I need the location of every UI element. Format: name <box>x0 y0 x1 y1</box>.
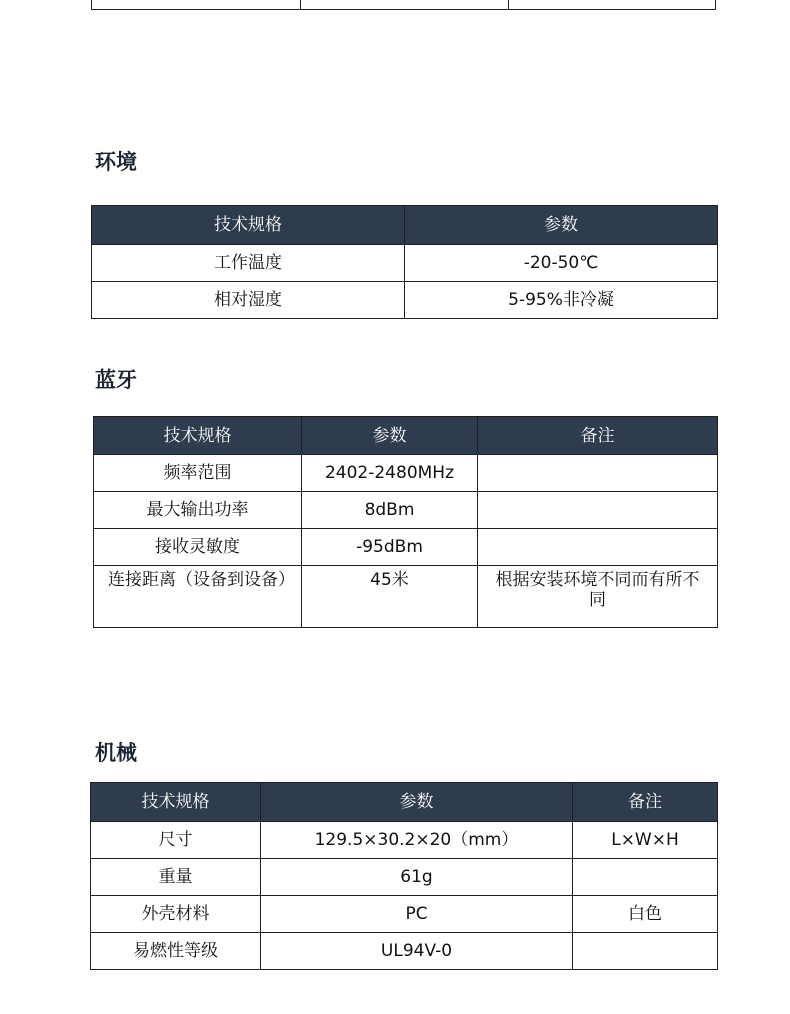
cell-spec: 最大输出功率 <box>94 492 302 529</box>
environment-table <box>91 205 718 319</box>
header-note: 备注 <box>478 417 718 455</box>
section-title-bluetooth: 蓝牙 <box>95 368 137 392</box>
header-param: 参数 <box>302 417 478 455</box>
table-row <box>91 859 718 896</box>
table-divider <box>508 0 509 9</box>
cell-note <box>478 529 718 566</box>
header-param: 参数 <box>405 206 718 245</box>
header-spec: 技术规格 <box>92 206 405 245</box>
cell-param: UL94V-0 <box>261 933 573 970</box>
table-row <box>94 492 718 529</box>
section-title-mechanical: 机械 <box>95 741 137 765</box>
table-row <box>94 529 718 566</box>
table-header-row <box>91 783 718 822</box>
mechanical-table <box>90 782 718 970</box>
header-spec: 技术规格 <box>91 783 261 822</box>
cell-note: 白色 <box>573 896 718 933</box>
cell-note: L×W×H <box>573 822 718 859</box>
cell-spec: 工作温度 <box>92 245 405 282</box>
table-header-row <box>92 206 718 245</box>
cell-spec: 外壳材料 <box>91 896 261 933</box>
table-divider <box>300 0 301 9</box>
cell-note <box>573 859 718 896</box>
header-spec: 技术规格 <box>94 417 302 455</box>
cell-spec: 重量 <box>91 859 261 896</box>
section-title-environment: 环境 <box>95 150 137 174</box>
cell-param: PC <box>261 896 573 933</box>
table-row <box>91 933 718 970</box>
header-param: 参数 <box>261 783 573 822</box>
cell-param: 129.5×30.2×20（mm） <box>261 822 573 859</box>
cell-param: -20-50℃ <box>405 245 718 282</box>
table-row <box>92 282 718 319</box>
cell-param: 61g <box>261 859 573 896</box>
cell-note: 根据安装环境不同而有所不同 <box>478 566 718 628</box>
bluetooth-table <box>93 416 718 628</box>
previous-table-fragment <box>91 0 716 10</box>
table-row <box>94 455 718 492</box>
cell-note <box>573 933 718 970</box>
cell-spec: 尺寸 <box>91 822 261 859</box>
cell-spec: 接收灵敏度 <box>94 529 302 566</box>
cell-note <box>478 492 718 529</box>
table-row <box>91 896 718 933</box>
cell-param: 2402-2480MHz <box>302 455 478 492</box>
cell-note <box>478 455 718 492</box>
header-note: 备注 <box>573 783 718 822</box>
table-row <box>94 566 718 628</box>
table-row <box>91 822 718 859</box>
table-header-row <box>94 417 718 455</box>
cell-spec: 连接距离（设备到设备） <box>94 566 302 628</box>
cell-param: -95dBm <box>302 529 478 566</box>
table-row <box>92 245 718 282</box>
cell-param: 45米 <box>302 566 478 628</box>
cell-param: 8dBm <box>302 492 478 529</box>
cell-spec: 易燃性等级 <box>91 933 261 970</box>
cell-spec: 频率范围 <box>94 455 302 492</box>
cell-spec: 相对湿度 <box>92 282 405 319</box>
cell-param: 5-95%非冷凝 <box>405 282 718 319</box>
